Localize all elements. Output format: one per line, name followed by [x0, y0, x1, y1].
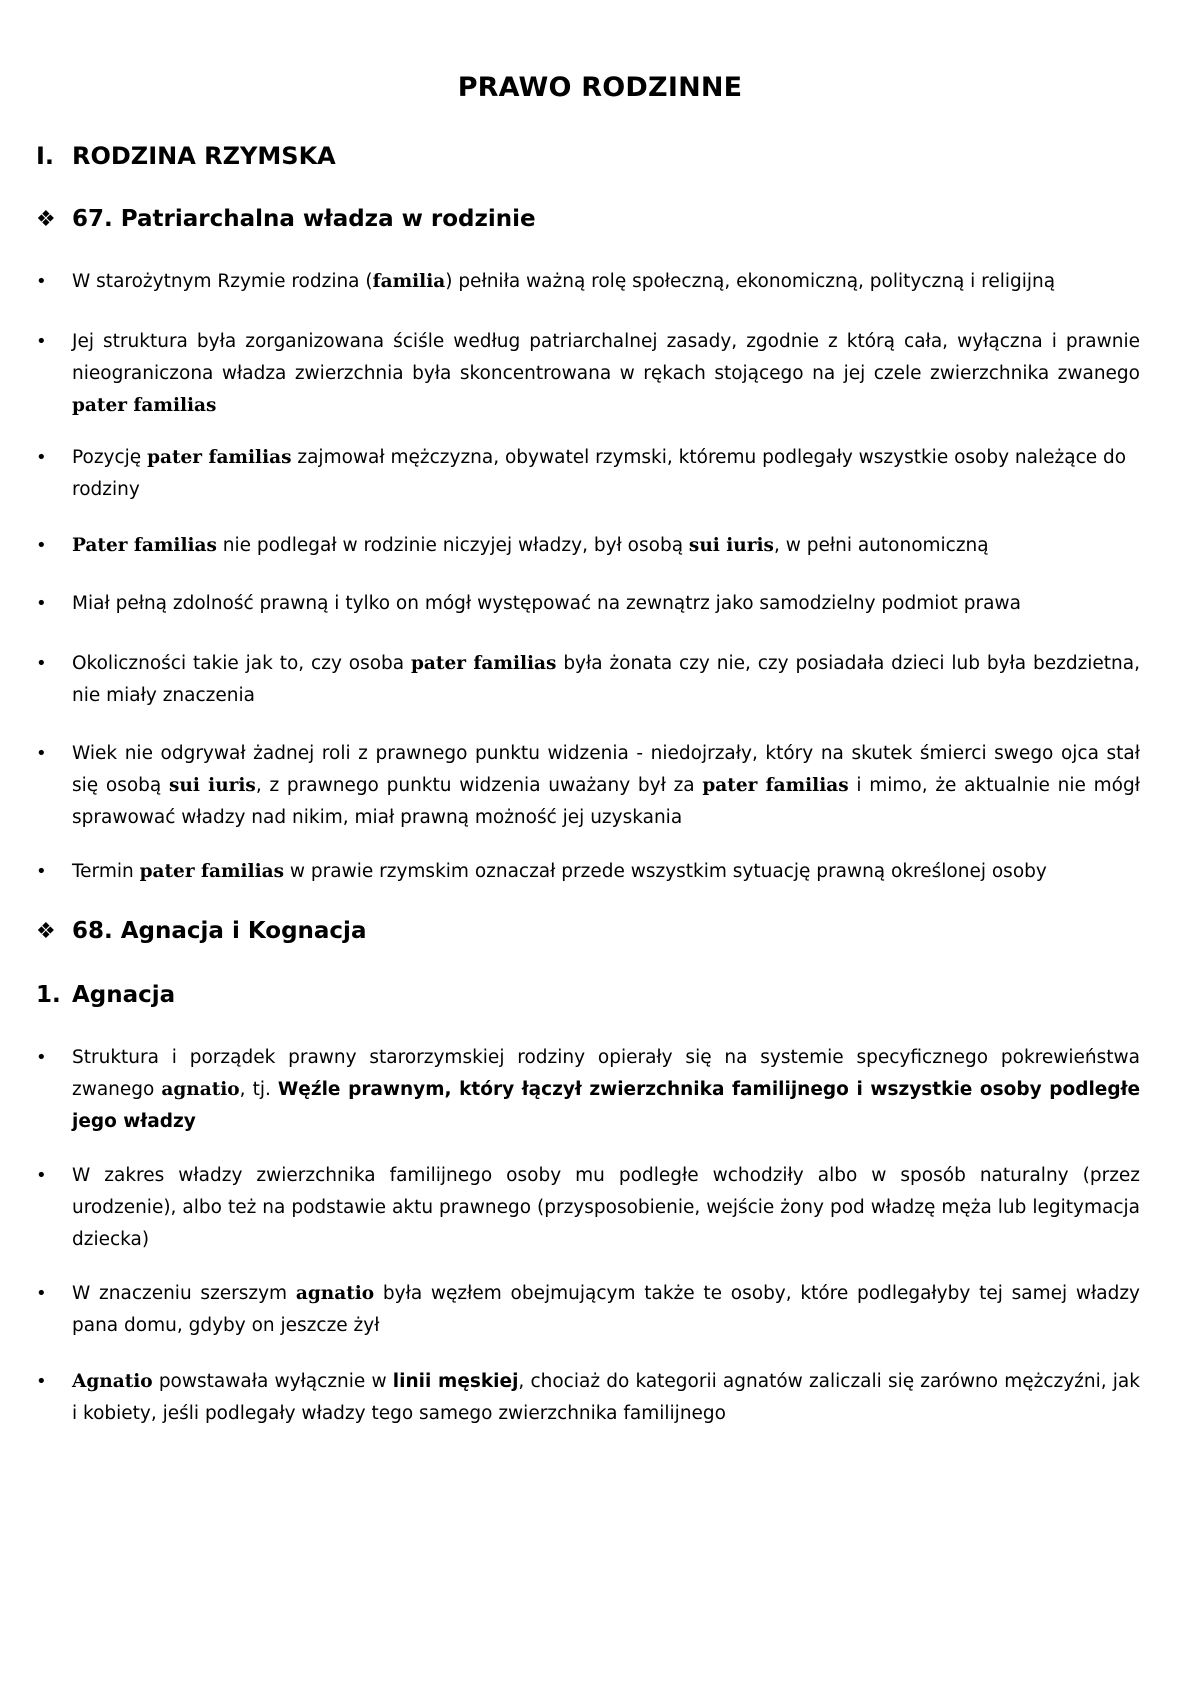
subsection-number: 1.: [36, 982, 61, 1008]
latin-term: pater familias: [147, 447, 292, 468]
bullet-icon: •: [36, 271, 47, 292]
list-item-text: Agnatio powstawała wyłącznie w linii męskiej, chociaż do kategorii agnatów zaliczali się zarówno mężczyźni, jak i kobiety, jeśli podlegały władzy tego samego zwierzchnika familijnego: [72, 1371, 1140, 1424]
list-item-text: W znaczeniu szerszym agnatio była węzłem obejmującym także te osoby, które podlegałyby tej samej władzy pana domu, gdyby on jeszcze żył: [72, 1283, 1140, 1336]
list-item: [36, 266, 1140, 298]
bullet-icon: •: [36, 1283, 47, 1304]
bullet-icon: •: [36, 447, 47, 468]
latin-term: pater familias: [72, 395, 217, 416]
list-item-text: Okoliczności takie jak to, czy osoba pater familias była żonata czy nie, czy posiadała dzieci lub była bezdzietna, nie miały znaczenia: [72, 653, 1140, 706]
topic-68-title: 68. Agnacja i Kognacja: [72, 918, 367, 944]
list-item-text: Miał pełną zdolność prawną i tylko on mógł występować na zewnątrz jako samodzielny podmiot prawa: [72, 593, 1021, 614]
bullet-icon: •: [36, 1047, 47, 1068]
latin-term: sui iuris: [168, 775, 256, 796]
latin-term: pater familias: [411, 653, 557, 674]
list-item-text: W starożytnym Rzymie rodzina (familia) pełniła ważną rolę społeczną, ekonomiczną, polityczną i religijną: [72, 271, 1056, 292]
list-item-text: Pater familias nie podlegał w rodzinie niczyjej władzy, był osobą sui iuris, w pełni autonomiczną: [72, 535, 989, 556]
bullet-icon: •: [36, 331, 47, 352]
bullet-icon: •: [36, 861, 47, 882]
section-title: RODZINA RZYMSKA: [72, 142, 336, 170]
list-item: [36, 1042, 1140, 1138]
bullet-icon: •: [36, 743, 47, 764]
bullet-icon: •: [36, 1165, 47, 1186]
bullet-icon: •: [36, 535, 47, 556]
list-item-text: Termin pater familias w prawie rzymskim oznaczał przede wszystkim sytuację prawną określonej osoby: [72, 861, 1047, 882]
latin-term: agnatio: [161, 1079, 240, 1100]
bullet-icon: •: [36, 593, 47, 614]
topic-67-title: 67. Patriarchalna władza w rodzinie: [72, 206, 536, 232]
latin-term: pater familias: [702, 775, 849, 796]
bullet-icon: •: [36, 653, 47, 674]
list-item-text: Jej struktura była zorganizowana ściśle według patriarchalnej zasady, zgodnie z którą cała, wyłączna i prawnie nieograniczona władza zwierzchnia była skoncentrowana w rękach stojącego na jej czele zwierzchnika zwanego pater familias: [72, 331, 1140, 416]
list-item: [36, 1366, 1140, 1430]
bold-definition: Węźle prawnym, który łączył zwierzchnika familijnego i wszystkie osoby podległe jego władzy: [72, 1079, 1140, 1132]
subsection-heading: [36, 982, 175, 1008]
section-number: I.: [36, 142, 55, 170]
diamond-bullet-icon: ❖: [36, 919, 56, 944]
subsection-title: Agnacja: [72, 982, 176, 1008]
list-item: [36, 326, 1140, 422]
list-item-text: Pozycję pater familias zajmował mężczyzna, obywatel rzymski, któremu podlegały wszystkie osoby należące do rodziny: [72, 447, 1127, 500]
section-heading: [36, 142, 336, 170]
topic-68-heading: [36, 918, 366, 944]
latin-term: Pater familias: [72, 535, 217, 556]
list-item: [36, 1160, 1140, 1256]
list-item-text: W zakres władzy zwierzchnika familijnego osoby mu podległe wchodziły albo w sposób naturalny (przez urodzenie), albo też na podstawie aktu prawnego (przysposobienie, wejście żony pod władzę męża lub legitymacja dziecka): [72, 1165, 1140, 1250]
list-item: [36, 530, 1140, 562]
list-item: [36, 588, 1140, 620]
list-item: [36, 1278, 1140, 1342]
latin-term: Agnatio: [72, 1371, 153, 1392]
list-item-text: Wiek nie odgrywał żadnej roli z prawnego punktu widzenia - niedojrzały, który na skutek śmierci swego ojca stał się osobą sui iuris, z prawnego punktu widzenia uważany był za pater familias i mimo, że aktualnie nie mógł sprawować władzy nad nikim, miał prawną możność jej uzyskania: [72, 743, 1140, 828]
topic-67-heading: [36, 206, 536, 232]
page-title: PRAWO RODZINNE: [457, 72, 743, 103]
latin-term: pater familias: [139, 861, 285, 882]
diamond-bullet-icon: ❖: [36, 207, 56, 232]
list-item: [36, 738, 1140, 834]
list-item: [36, 442, 1140, 506]
list-item: [36, 648, 1140, 712]
bullet-icon: •: [36, 1371, 47, 1392]
latin-term: agnatio: [295, 1283, 375, 1304]
bold-term: linii męskiej: [392, 1371, 519, 1392]
latin-term: familia: [372, 271, 446, 292]
list-item-text: Struktura i porządek prawny starorzymskiej rodziny opierały się na systemie specyficznego pokrewieństwa zwanego agnatio, tj. Węźle prawnym, który łączył zwierzchnika familijnego i wszystkie osoby podległe jego władzy: [72, 1047, 1140, 1132]
latin-term: sui iuris: [688, 535, 774, 556]
list-item: [36, 856, 1140, 888]
